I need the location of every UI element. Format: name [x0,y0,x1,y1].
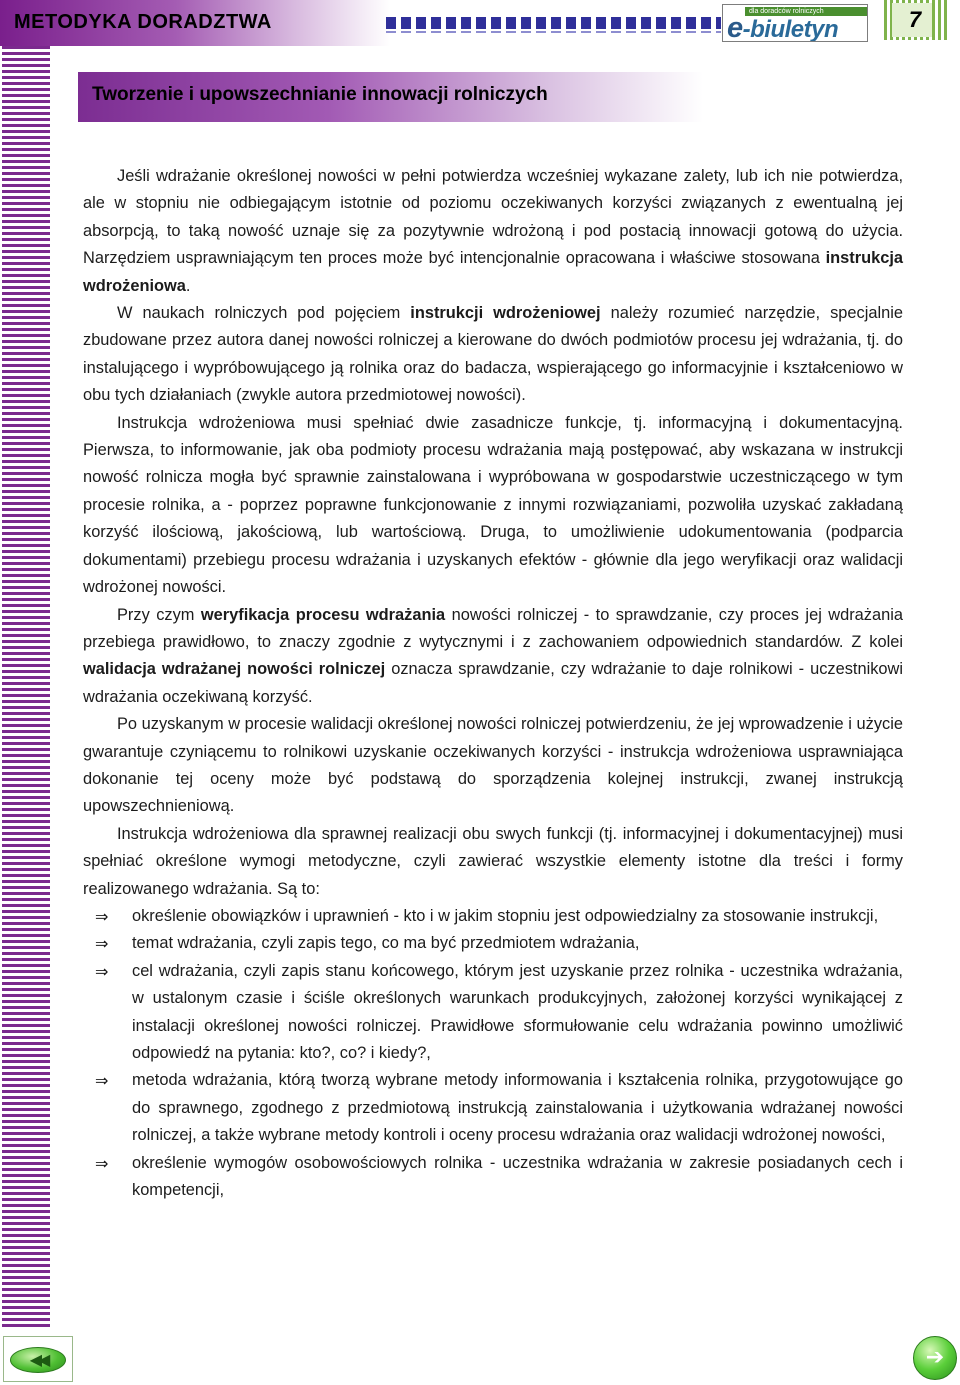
paragraph [83,821,903,903]
text-run: Instrukcja wdrożeniowa musi spełniać dwie zasadnicze funkcje, tj. informacyjną i dokumentacyjną. Pierwsza, to informowanie, jak oba podmioty procesu wdrażania mają postępować, aby wskazana w instrukcji nowość rolnicza mogła być sprawnie zainstalowana i wypróbowana w gospodarstwie uczestniczącego w tym procesie rolnika, a - poprzez poprawne funkcjonowanie z innymi rozwiązaniami, pozwoliła uzyskać zakładaną korzyść ilościową, jakościową, lub wartościową. Druga, to umożliwienie udokumentowania (podparcia dokumentami) przebiegu procesu wdrażania i uzyskanych efektów - głównie dla jego weryfikacji oraz walidacji wdrożonej nowości. [83,413,903,597]
list-item-text: określenie obowiązków i uprawnień - kto i w jakim stopniu jest odpowiedzialny za stosowanie instrukcji, [132,906,879,925]
emphasized-term: weryfikacja procesu wdrażania [200,605,446,624]
paragraph [83,163,903,300]
list-item-text: cel wdrażania, czyli zapis stanu końcowego, którym jest uzyskanie przez rolnika - uczestnika wdrażania, w ustalonym czasie i ściśle określonych warunkach produkcyjnych, założonej korzyści wynikającej z instalacji określonej nowości rolniczej. Prawidłowe sformułowanie celu wdrażania powinno umożliwić odpowiedź na pytania: kto?, co? i kiedy?, [132,961,903,1062]
paragraph [83,711,903,821]
double-arrow-bullet-icon: ⇒ [95,1153,109,1173]
logo-word-prefix: e [727,12,743,42]
text-run: Przy czym [117,605,201,624]
list-item-text: metoda wdrażania, którą tworzą wybrane metody informowania i kształcenia rolnika, przygotowujące go do sprawnego, zgodnego z przedmiotową instrukcją zainstalowania i użytkowania wdrażanej nowości rolniczej, a także wybrane metody kontroli i oceny procesu wdrażania oraz walidacji wdrożonej nowości, [132,1071,903,1145]
list-item [83,1067,903,1149]
list-item-text: temat wdrażania, czyli zapis tego, co ma być przedmiotem wdrażania, [132,934,640,953]
page-title: Tworzenie i upowszechnianie innowacji rolniczych [92,84,548,105]
text-run: Instrukcja wdrożeniowa dla sprawnej realizacji obu swych funkcji (tj. informacyjnej i dokumentacyjnej) musi spełniać określone wymogi metodyczne, czyli zawierać wszystkie elementy istotne dla treści i formy realizowanego wdrażania. Są to: [83,824,903,898]
text-run: W naukach rolniczych pod pojęciem [117,304,411,323]
list-item [83,930,903,957]
text-run: nowości rolniczej - to sprawdzanie, czy proces jej wdrażania przebiega prawidłowo, to znaczy zgodnie z wytycznymi i z zachowaniem odpowiednich standardów. Z kolei [83,605,903,651]
previous-page-oval [10,1347,66,1373]
text-run: Jeśli wdrażanie określonej nowości w pełni potwierdza wcześniej wykazane zalety, lub ich nie potwierdza, ale w stopniu nie odbiegającym istotnie od poziomu oczekiwanych korzyści związanych z ewentualną jej absorpcją, to taką nowość uznaje się za pozytywnie wdrożoną i pod postacią innowacji gotową do użycia. Narzędziem usprawniającym ten proces może być intencjonalnie opracowana i właściwe stosowana [83,167,903,268]
double-arrow-bullet-icon: ⇒ [95,961,109,981]
list-item [83,903,903,930]
emphasized-term: instrukcja wdrożeniowa [83,249,903,295]
previous-page-button[interactable] [3,1336,73,1382]
next-page-button[interactable] [913,1336,957,1380]
page-header [0,0,960,46]
section-label: METODYKA DORADZTWA [14,11,272,33]
paragraph-list [83,163,903,903]
arrow-right-icon: ➔ [925,1345,945,1370]
double-arrow-bullet-icon: ⇒ [95,906,109,926]
text-run: Po uzyskanym w procesie walidacji określonej nowości rolniczej potwierdzeniu, że jej wprowadzenie i użycie gwarantuje czyniącemu to rolnikowi uzyskanie oczekiwanych korzyści - instrukcja wdrożeniowa usprawniająca dokonanie tej oceny może być podstawą do sporządzenia kolejnej instrukcji, zwanej instrukcją upowszechnieniową. [83,715,903,816]
requirements-list [83,903,903,1204]
logo-strip-text: dla doradców rolniczych [749,8,824,15]
text-run: . [185,276,191,295]
paragraph [83,300,903,410]
header-dash-decoration [386,17,721,29]
text-run: oznacza sprawdzanie, czy wdrażanie to daje rolnikowi - uczestnikowi wdrażania oczekiwaną korzyść. [83,660,903,706]
paragraph [83,602,903,712]
e-biuletyn-logo [722,4,868,42]
list-item-text: określenie wymogów osobowościowych rolnika - uczestnika wdrażania w zakresie posiadanych cech i kompetencji, [132,1153,903,1200]
left-stripe-decoration [2,46,50,1328]
logo-word-rest: -biuletyn [742,16,839,42]
logo-word [727,14,838,42]
article-body [83,163,903,1204]
page-number: 7 [908,7,922,32]
emphasized-term: instrukcji wdrożeniowej [410,304,601,323]
double-arrow-bullet-icon: ⇒ [95,934,109,954]
double-arrow-bullet-icon: ⇒ [95,1071,109,1091]
header-dash-decoration-thin [386,31,721,33]
double-arrow-left-icon: ◀◀ [29,1350,47,1369]
text-run: należy rozumieć narzędzie, specjalnie zbudowane przez autora danej nowości rolniczej a kierowane do dwóch podmiotów procesu jej wdrażania, tj. do instalującego i wypróbowującego ją rolnika oraz do badacza, wspierającego go informacyjnie i kształceniowo w obu tych działaniach (zwykle autora przedmiotowej nowości). [83,304,903,405]
emphasized-term: walidacja wdrażanej nowości rolniczej [83,660,386,679]
list-item [83,1150,903,1205]
list-item [83,958,903,1068]
paragraph [83,410,903,602]
